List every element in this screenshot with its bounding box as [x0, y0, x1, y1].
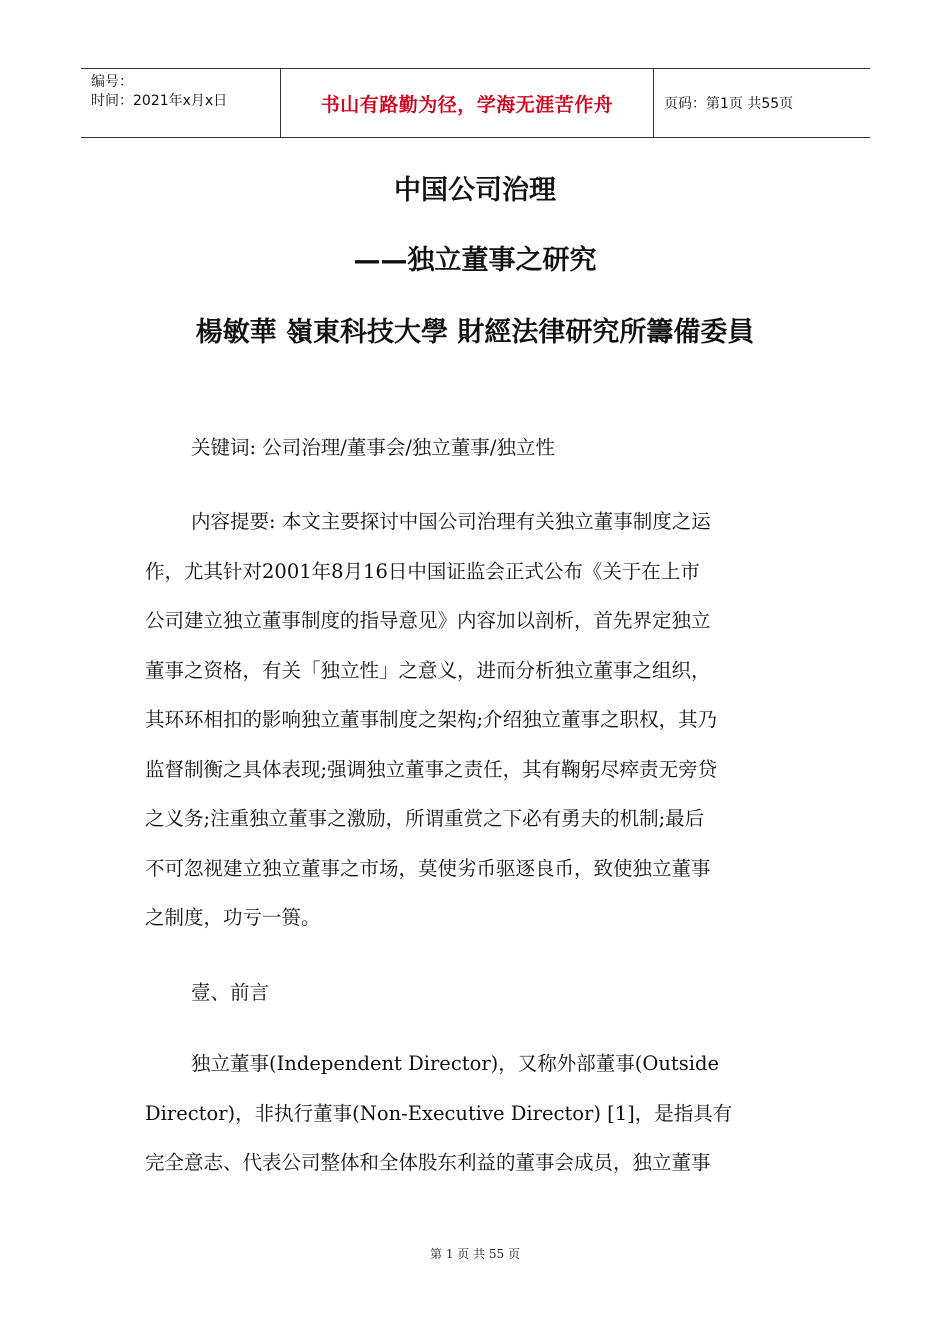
body-line: 完全意志、代表公司整体和全体股东利益的董事会成员，独立董事 — [145, 1151, 711, 1174]
document-author: 楊敏華 嶺東科技大學 財經法律研究所籌備委員 — [195, 317, 755, 348]
header-motto: 书山有路勤为径，学海无涯苦作舟 — [320, 93, 614, 116]
document-subtitle: ——独立董事之研究 — [353, 245, 597, 276]
header-motto-cell — [281, 69, 654, 137]
abstract-line: 其环环相扣的影响独立董事制度之架构;介绍独立董事之职权，其乃 — [145, 708, 718, 731]
page-footer: 第 1 页 共 55 页 — [430, 1247, 520, 1261]
header-meta-cell — [81, 69, 281, 137]
section-heading-text: 壹、前言 — [191, 981, 270, 1004]
abstract-paragraph — [145, 497, 805, 943]
header-time-label: 时间：2021年x月x日 — [91, 93, 228, 109]
abstract-line: 作，尤其针对2001年8月16日中国证监会正式公布《关于在上市 — [145, 559, 700, 583]
keywords-paragraph — [145, 423, 805, 473]
header-page-cell — [654, 69, 870, 137]
abstract-line: 内容提要: 本文主要探讨中国公司治理有关独立董事制度之运 — [191, 510, 711, 533]
document-header — [81, 68, 870, 138]
document-title: 中国公司治理 — [394, 175, 556, 206]
abstract-line: 董事之资格，有关「独立性」之意义，进而分析独立董事之组织， — [145, 658, 711, 682]
section-heading — [145, 968, 805, 1018]
abstract-line: 不可忽视建立独立董事之市场，莫使劣币驱逐良币，致使独立董事 — [145, 856, 711, 880]
abstract-line: 公司建立独立董事制度的指导意见》内容加以剖析，首先界定独立 — [145, 609, 711, 632]
body-line: 独立董事(Independent Director)，又称外部董事(Outside — [191, 1052, 720, 1075]
body-line: Director)，非执行董事(Non-Executive Director) [1]，是指具有 — [145, 1101, 733, 1125]
header-number-label: 编号： — [91, 74, 133, 90]
header-page-info: 页码：第1页 共55页 — [664, 96, 794, 112]
body-paragraph — [145, 1039, 805, 1188]
keywords-line: 关键词: 公司治理/董事会/独立董事/独立性 — [191, 436, 555, 459]
abstract-line: 之制度，功亏一篑。 — [145, 906, 321, 929]
abstract-line: 监督制衡之具体表现;强调独立董事之责任，其有鞠躬尽瘁责无旁贷 — [145, 757, 718, 781]
abstract-line: 之义务;注重独立董事之激励，所谓重赏之下必有勇夫的机制;最后 — [145, 807, 705, 830]
